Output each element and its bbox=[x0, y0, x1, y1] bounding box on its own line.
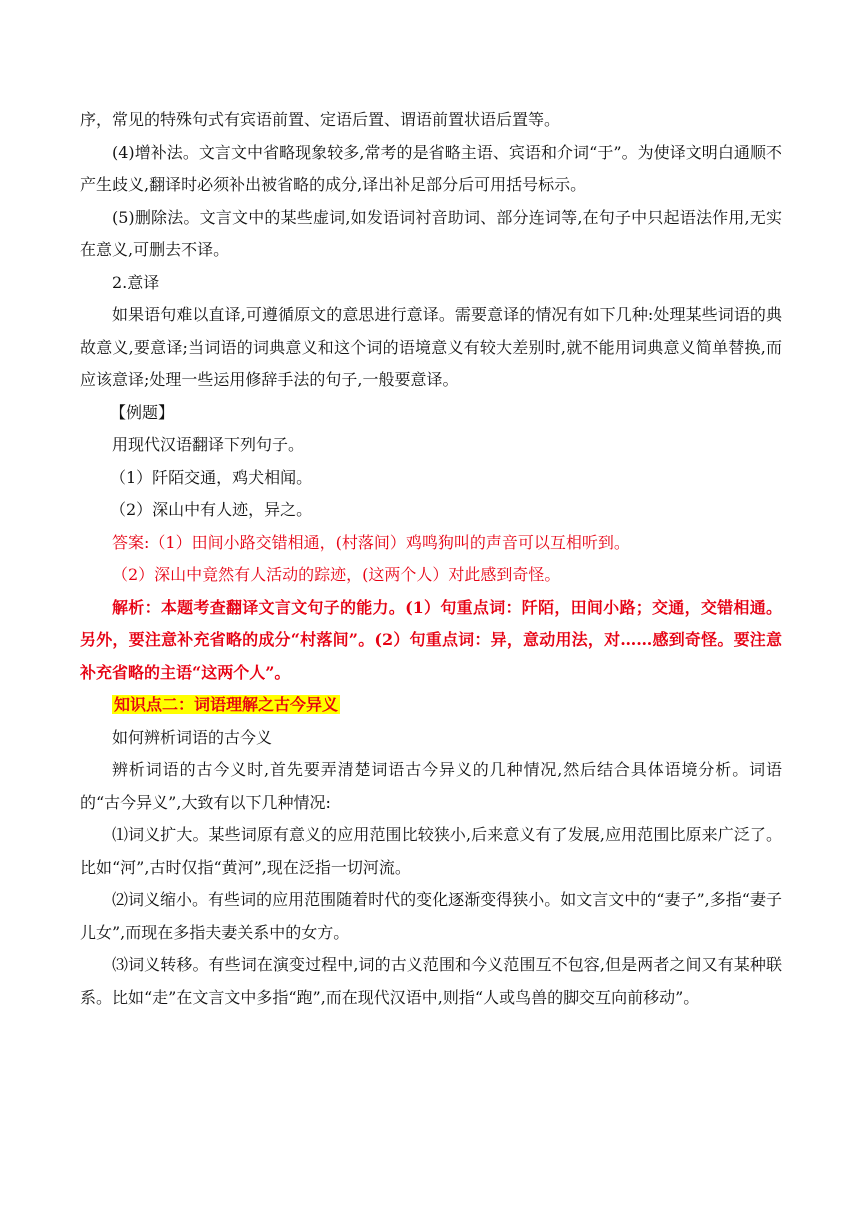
knowledge-point-line bbox=[80, 689, 782, 722]
answer-line-2: （2）深山中竟然有人活动的踪迹，(这两个人）对此感到奇怪。 bbox=[112, 565, 561, 584]
how-to-distinguish-subheading: 如何辨析词语的古今义 bbox=[112, 727, 273, 747]
example-item-2: （2）深山中有人迹，异之。 bbox=[110, 500, 313, 519]
case-1-paragraph: ⑴词义扩大。某些词原有意义的应用范围比较狭小,后来意义有了发展,应用范围比原来广泛了。比如“河”,古时仅指“黄河”,现在泛指一切河流。 bbox=[80, 825, 782, 877]
method-4-paragraph: (4)增补法。文言文中省略现象较多,常考的是省略主语、宾语和介词“于”。为使译文明白通顺不产生歧义,翻译时必须补出被省略的成分,译出补足部分后可用括号标示。 bbox=[80, 142, 782, 194]
example-instruction: 用现代汉语翻译下列句子。 bbox=[112, 435, 305, 454]
intro-paragraph: 辨析词语的古今义时,首先要弄清楚词语古今异义的几种情况,然后结合具体语境分析。词语的“古今异义”,大致有以下几种情况: bbox=[80, 760, 782, 812]
free-translation-heading: 2.意译 bbox=[112, 272, 160, 292]
method-5-paragraph: (5)删除法。文言文中的某些虚词,如发语词衬音助词、部分连词等,在句子中只起语法作用,无实在意义,可删去不译。 bbox=[80, 207, 782, 259]
free-translation-paragraph: 如果语句难以直译,可遵循原文的意思进行意译。需要意译的情况有如下几种:处理某些词语的典故意义,要意译;当词语的词典意义和这个词的语境意义有较大差别时,就不能用词典意义简单替换,而应该意译;处理一些运用修辞手法的句子,一般要意译。 bbox=[80, 305, 782, 389]
knowledge-point-heading: 知识点二：词语理解之古今异义 bbox=[114, 695, 339, 714]
example-item-1: （1）阡陌交通，鸡犬相闻。 bbox=[110, 467, 313, 487]
case-3-paragraph: ⑶词义转移。有些词在演变过程中,词的古义范围和今义范围互不包容,但是两者之间又有某种联系。比如“走”在文言文中多指“跑”,而在现代汉语中,则指“人或鸟兽的脚交互向前移动”。 bbox=[80, 955, 782, 1007]
example-label: 【例题】 bbox=[110, 402, 175, 422]
continuation-paragraph: 序，常见的特殊句式有宾语前置、定语后置、谓语前置状语后置等。 bbox=[80, 110, 561, 129]
analysis-paragraph: 解析：本题考查翻译文言文句子的能力。(1）句重点词：阡陌，田间小路；交通，交错相通。另外，要注意补充省略的成分“村落间”。(2）句重点词：异，意动用法，对……感到奇怪。要注意补充省略的主语“这两个人”。 bbox=[80, 597, 782, 682]
answer-line-1: 答案:（1）田间小路交错相通，(村落间）鸡鸣狗叫的声音可以互相听到。 bbox=[112, 532, 630, 552]
document-body bbox=[80, 104, 782, 1014]
case-2-paragraph: ⑵词义缩小。有些词的应用范围随着时代的变化逐渐变得狭小。如文言文中的“妻子”,多指“妻子儿女”,而现在多指夫妻关系中的女方。 bbox=[80, 890, 782, 942]
